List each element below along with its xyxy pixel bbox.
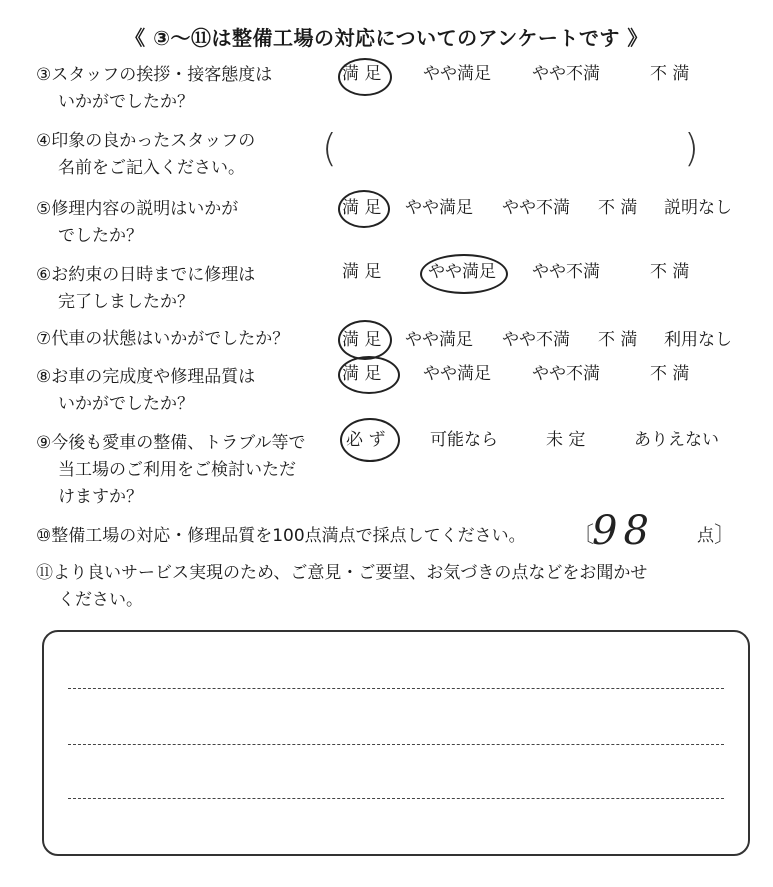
q8-option-satisfied[interactable]: 満 足 [342, 364, 382, 384]
q6-option-somewhat-dissatisfied[interactable]: やや不満 [532, 262, 600, 282]
q5-option-somewhat-dissatisfied[interactable]: やや不満 [502, 198, 570, 218]
comment-line-3 [68, 798, 724, 799]
q3-option-somewhat-dissatisfied[interactable]: やや不満 [532, 64, 600, 84]
q4-bracket-close: ) [684, 126, 699, 170]
q10-bracket-close: 〕 [714, 523, 737, 548]
q9-option-definitely[interactable]: 必 ず [346, 430, 386, 450]
q10-bracket-open: 〔 [572, 523, 595, 548]
comment-box[interactable] [42, 630, 750, 856]
question-11 [36, 560, 647, 614]
question-5-line2: でしたか？ [58, 226, 143, 246]
q5-option-no-explanation[interactable]: 説明なし [664, 198, 732, 218]
question-3 [36, 62, 272, 116]
q8-option-somewhat-dissatisfied[interactable]: やや不満 [532, 364, 600, 384]
question-3-line1: ③スタッフの挨拶・接客態度は [36, 65, 273, 85]
question-6-line1: ⑥お約束の日時までに修理は [36, 265, 256, 285]
question-4-line1: ④印象の良かったスタッフの [36, 131, 256, 151]
q5-option-somewhat-satisfied[interactable]: やや満足 [405, 198, 473, 218]
question-7 [36, 326, 289, 353]
q4-bracket-open: ( [322, 126, 337, 170]
q7-option-satisfied[interactable]: 満 足 [342, 330, 382, 350]
q6-option-somewhat-satisfied[interactable]: やや満足 [428, 262, 496, 282]
comment-line-2 [68, 744, 724, 745]
q9-option-unlikely[interactable]: ありえない [634, 430, 719, 450]
q9-option-if-possible[interactable]: 可能なら [430, 430, 498, 450]
q9-option-undecided[interactable]: 未 定 [546, 430, 586, 450]
question-7-line1: ⑦代車の状態はいかがでしたか？ [36, 329, 290, 349]
question-9-line1: ⑨今後も愛車の整備、トラブル等で [36, 433, 306, 453]
q6-option-dissatisfied[interactable]: 不 満 [650, 262, 690, 282]
question-9-line3: けますか？ [58, 487, 143, 507]
q7-option-not-used[interactable]: 利用なし [664, 330, 732, 350]
question-8 [36, 364, 255, 418]
question-6 [36, 262, 255, 316]
q3-option-somewhat-satisfied[interactable]: やや満足 [423, 64, 491, 84]
question-5-line1: ⑤修理内容の説明はいかが [36, 199, 239, 219]
q6-option-satisfied[interactable]: 満 足 [342, 262, 382, 282]
question-11-line2: ください。 [58, 590, 143, 610]
q8-option-dissatisfied[interactable]: 不 満 [650, 364, 690, 384]
q3-option-dissatisfied[interactable]: 不 満 [650, 64, 690, 84]
score-field[interactable]: 98 [592, 508, 655, 554]
question-6-line2: 完了しましたか？ [58, 292, 194, 312]
q5-option-satisfied[interactable]: 満 足 [342, 198, 382, 218]
staff-name-field[interactable] [345, 134, 675, 174]
question-4-line2: 名前をご記入ください。 [58, 158, 245, 178]
question-3-line2: いかがでしたか？ [58, 92, 194, 112]
question-9-line2: 当工場のご利用をご検討いただ [58, 460, 296, 480]
question-9 [36, 430, 306, 511]
q3-option-satisfied[interactable]: 満 足 [342, 64, 382, 84]
q8-option-somewhat-satisfied[interactable]: やや満足 [423, 364, 491, 384]
question-8-line2: いかがでしたか？ [58, 394, 194, 414]
question-5 [36, 196, 238, 250]
q7-option-somewhat-dissatisfied[interactable]: やや不満 [502, 330, 570, 350]
question-11-line1: ⑪より良いサービス実現のため、ご意見・ご要望、お気づきの点などをお聞かせ [36, 563, 648, 583]
q5-option-dissatisfied[interactable]: 不 満 [598, 198, 638, 218]
question-10: ⑩整備工場の対応・修理品質を100点満点で採点してください。 [36, 526, 526, 546]
form-title: 《 ③〜⑪は整備工場の対応についてのアンケートです 》 [125, 26, 648, 50]
question-4 [36, 128, 255, 182]
q7-option-somewhat-satisfied[interactable]: やや満足 [405, 330, 473, 350]
comment-line-1 [68, 688, 724, 689]
score-unit: 点 [697, 526, 714, 546]
question-8-line1: ⑧お車の完成度や修理品質は [36, 367, 256, 387]
q7-option-dissatisfied[interactable]: 不 満 [598, 330, 638, 350]
